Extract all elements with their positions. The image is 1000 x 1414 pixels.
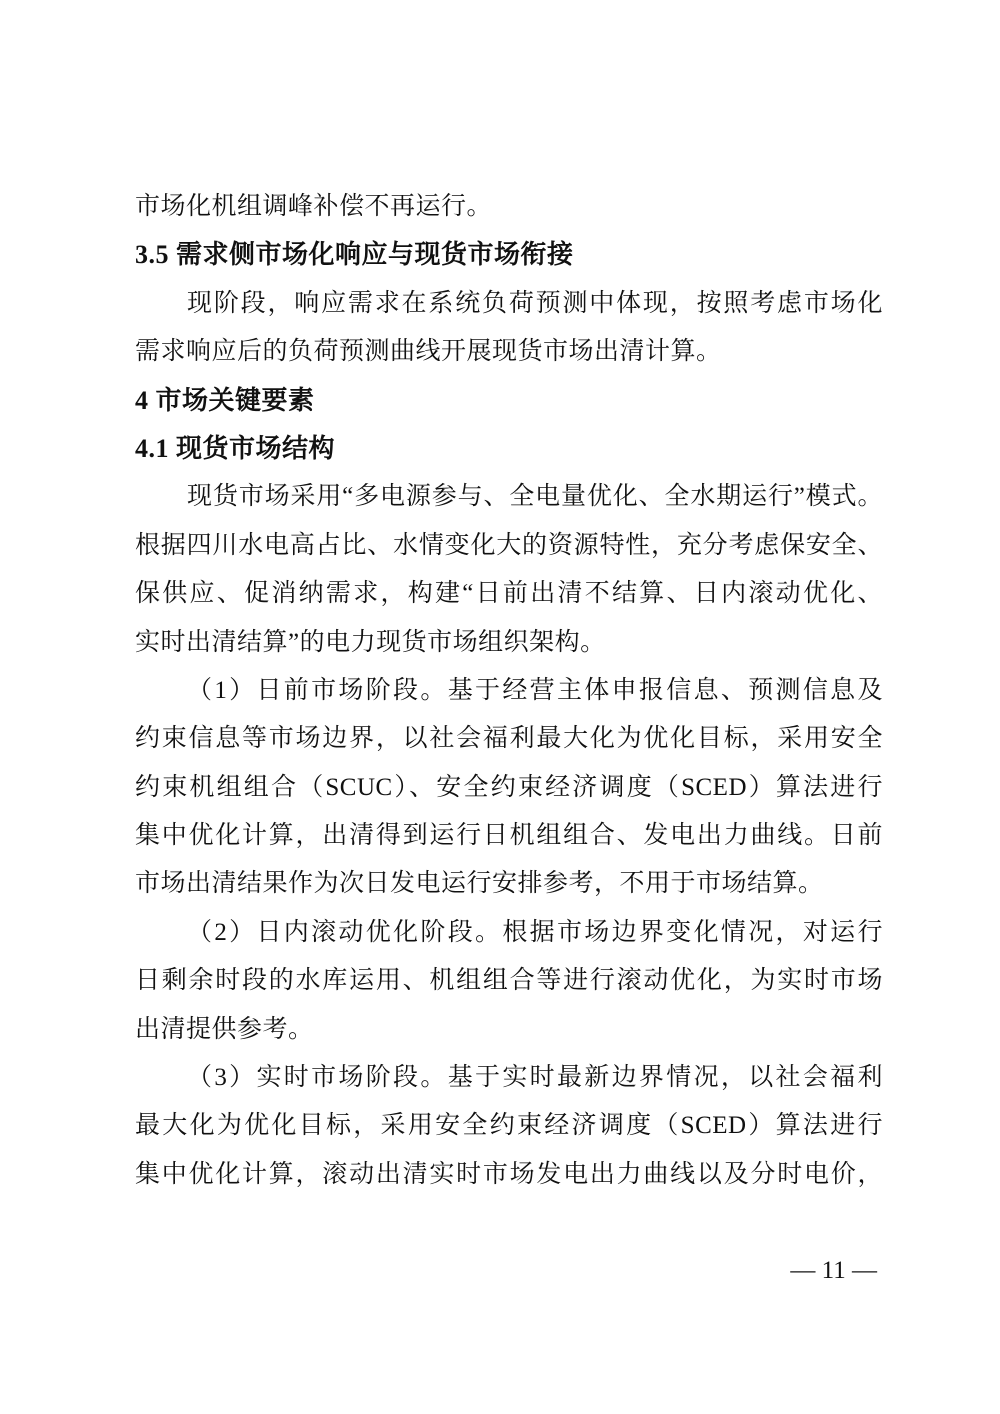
page-footer bbox=[790, 1256, 877, 1286]
body-line: 约束信息等市场边界，以社会福利最大化为优化目标，采用安全 bbox=[135, 725, 883, 753]
body-line: 日剩余时段的水库运用、机组组合等进行滚动优化，为实时市场 bbox=[135, 967, 883, 995]
document-body bbox=[135, 183, 883, 1199]
body-line: 需求响应后的负荷预测曲线开展现货市场出清计算。 bbox=[135, 338, 722, 366]
body-line: 保供应、促消纳需求，构建“日前出清不结算、日内滚动优化、 bbox=[135, 580, 883, 608]
body-line: （2）日内滚动优化阶段。根据市场边界变化情况，对运行 bbox=[187, 918, 883, 946]
body-line: 根据四川水电高占比、水情变化大的资源特性，充分考虑保安全、 bbox=[135, 531, 883, 559]
body-line: 市场化机组调峰补偿不再运行。 bbox=[135, 193, 493, 220]
body-line: 市场出清结果作为次日发电运行安排参考，不用于市场结算。 bbox=[135, 870, 824, 898]
body-line: 现阶段，响应需求在系统负荷预测中体现，按照考虑市场化 bbox=[187, 289, 883, 317]
body-line: 出清提供参考。 bbox=[135, 1015, 314, 1043]
heading-4-1: 4.1 现货市场结构 bbox=[135, 433, 336, 463]
body-line: （1）日前市场阶段。基于经营主体申报信息、预测信息及 bbox=[187, 676, 883, 704]
body-line: 现货市场采用“多电源参与、全电量优化、全水期运行”模式。 bbox=[187, 483, 883, 511]
body-line: 最大化为优化目标，采用安全约束经济调度（SCED）算法进行 bbox=[135, 1112, 883, 1140]
heading-4: 4 市场关键要素 bbox=[135, 385, 315, 415]
body-line: 集中优化计算，滚动出清实时市场发电出力曲线以及分时电价， bbox=[135, 1160, 883, 1188]
body-line: 实时出清结算”的电力现货市场组织架构。 bbox=[135, 628, 606, 656]
body-line: 约束机组组合（SCUC）、安全约束经济调度（SCED）算法进行 bbox=[135, 773, 883, 801]
body-line: （3）实时市场阶段。基于实时最新边界情况，以社会福利 bbox=[187, 1064, 883, 1092]
page-number: — 11 — bbox=[790, 1257, 877, 1284]
heading-3-5: 3.5 需求侧市场化响应与现货市场衔接 bbox=[135, 240, 574, 270]
body-line: 集中优化计算，出清得到运行日机组组合、发电出力曲线。日前 bbox=[135, 822, 883, 850]
